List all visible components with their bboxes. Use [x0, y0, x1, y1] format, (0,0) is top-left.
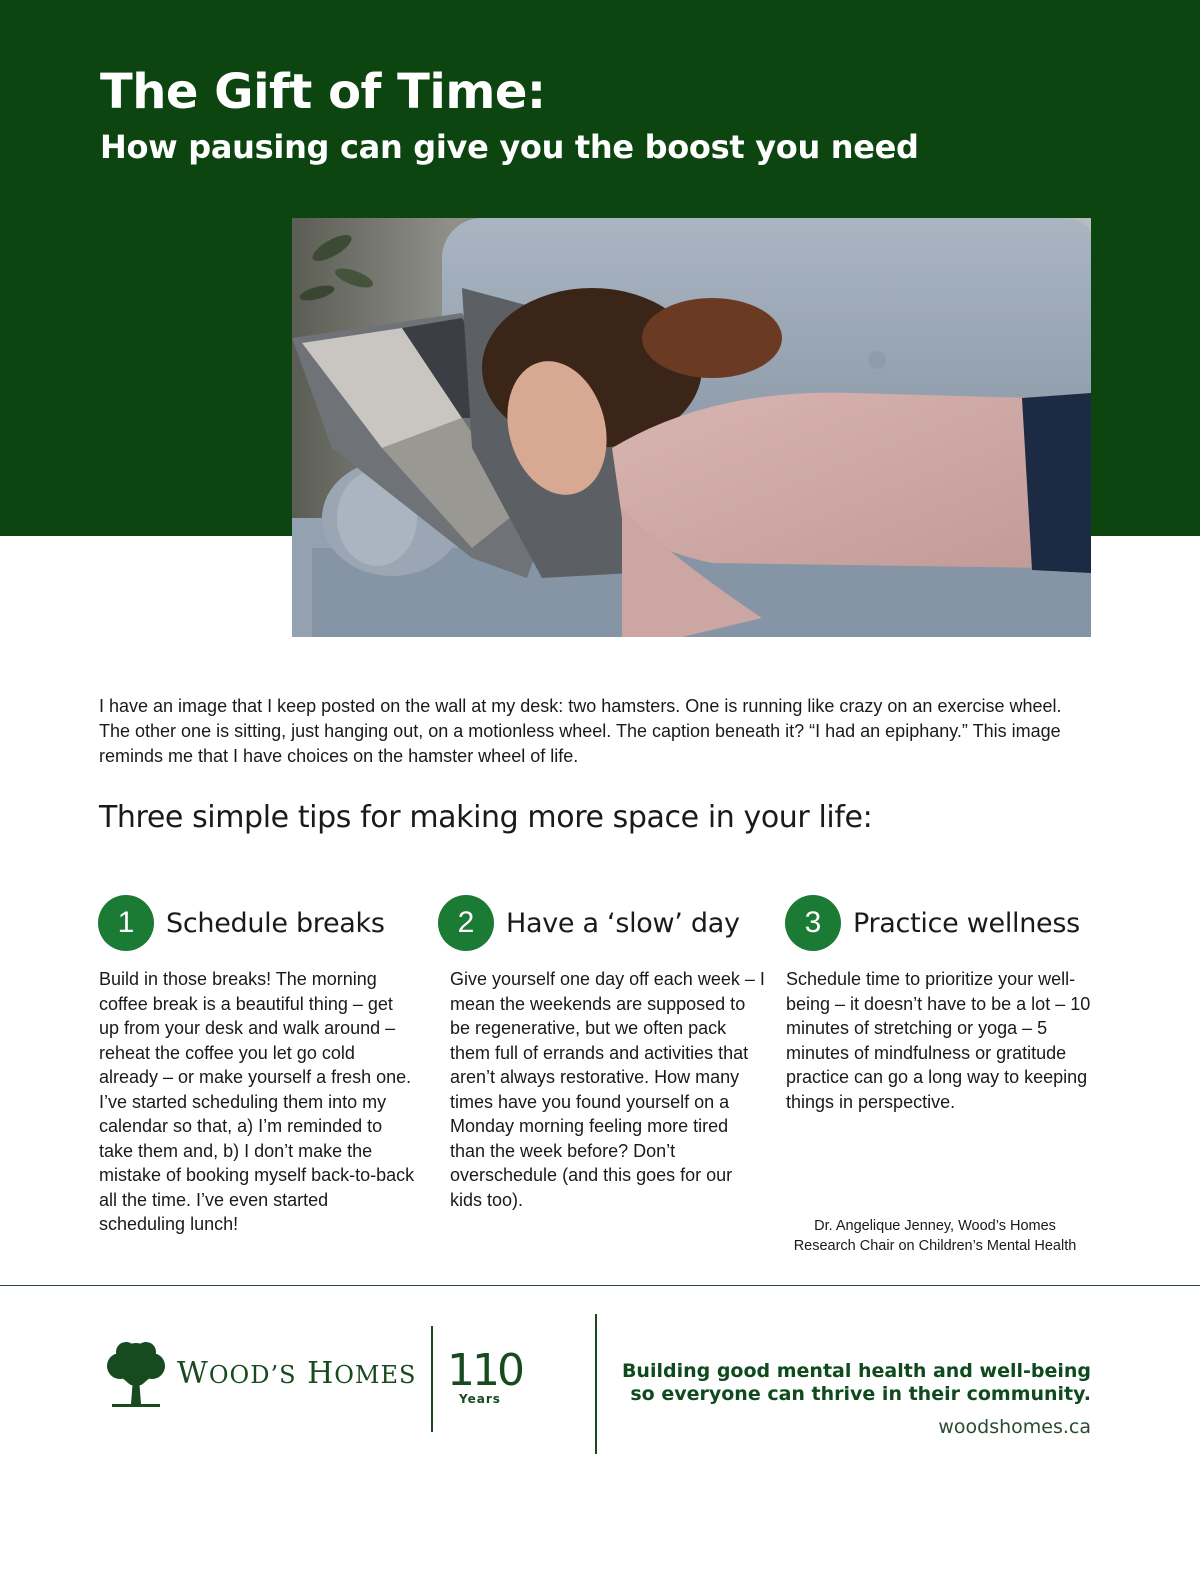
author-name: Dr. Angelique Jenney, Wood’s Homes — [814, 1218, 1056, 1234]
logo-divider — [431, 1326, 433, 1432]
wordmark-rest-homes: OMES — [334, 1361, 417, 1389]
tip-schedule-breaks — [98, 895, 415, 1234]
author-credit — [780, 1216, 1090, 1256]
tagline-line-1: Building good mental health and well-being — [621, 1360, 1091, 1382]
tip-number-badge: 2 — [438, 895, 494, 951]
author-title: Research Chair on Children’s Mental Health — [793, 1238, 1077, 1254]
wordmark-initial-w: W — [177, 1356, 209, 1391]
tip-body: Build in those breaks! The morning coffee break is a beautiful thing – get up from your desk and walk around – reheat the coffee you let go cold already – or make yourself a fresh one. I’ve started scheduling them into my calendar so that, a) I’m reminded to take them and, b) I don’t make the mistake of booking myself back-to-back all the time. I’ve even started scheduling lunch! — [99, 969, 415, 1234]
wordmark-initial-h: H — [307, 1356, 335, 1391]
tip-body: Schedule time to prioritize your well-being – it doesn’t have to be a lot – 10 minutes of stretching or yoga – 5 minutes of mindfulness or gratitude practice can go a long way to keeping things in perspective. — [786, 969, 1091, 1112]
page-title: The Gift of Time: — [100, 64, 546, 120]
anniversary-label: Years — [459, 1392, 501, 1406]
tree-logo-icon — [102, 1338, 170, 1414]
tip-title: Schedule breaks — [166, 907, 385, 939]
tip-title: Have a ‘slow’ day — [506, 907, 740, 939]
tagline-line-2: so everyone can thrive in their community. — [630, 1383, 1091, 1405]
tip-slow-day — [438, 895, 765, 1210]
website-link[interactable]: woodshomes.ca — [938, 1416, 1091, 1438]
tagline — [622, 1360, 1091, 1406]
tips-heading: Three simple tips for making more space in your life: — [99, 800, 873, 835]
tip-practice-wellness — [785, 895, 1091, 1112]
tip-title: Practice wellness — [853, 907, 1080, 939]
hero-photo-illustration — [292, 218, 1091, 637]
page-subtitle: How pausing can give you the boost you need — [100, 128, 919, 166]
woman-resting-on-couch-photo — [292, 218, 1091, 637]
tip-body: Give yourself one day off each week – I mean the weekends are supposed to be regenerative, but we often pack them full of errands and activities that aren’t always restorative. How many times have you found yourself on a Monday morning feeling more tired than the week before? Don’t overschedule (and this goes for our kids too). — [450, 969, 765, 1210]
anniversary-number: 110 — [447, 1345, 522, 1396]
tip-number-badge: 1 — [98, 895, 154, 951]
footer-column-divider — [595, 1314, 597, 1454]
tip-number-badge: 3 — [785, 895, 841, 951]
footer-divider — [0, 1285, 1200, 1286]
wordmark-rest-woods: OOD’S — [208, 1361, 297, 1389]
intro-paragraph: I have an image that I keep posted on the wall at my desk: two hamsters. One is running like crazy on an exercise wheel. The other one is sitting, just hanging out, on a motionless wheel. The caption beneath it? “I had an epiphany.” This image reminds me that I have choices on the hamster wheel of life. — [99, 696, 1062, 766]
brand-wordmark — [177, 1356, 416, 1391]
